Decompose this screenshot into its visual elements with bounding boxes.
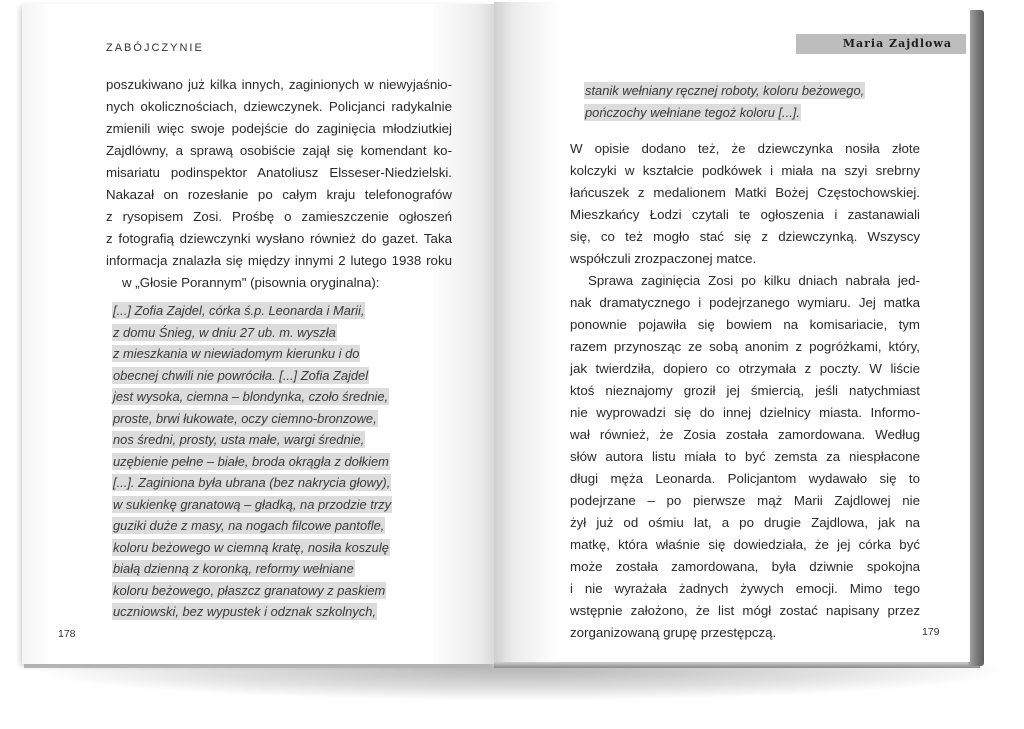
highlighted-quote-line: białą dzienną z koronką, reformy wełniane xyxy=(113,561,354,576)
text-line: zorganizowaną grupę przestępczą. xyxy=(570,625,777,640)
text-line: zmienili więc swoje podejście do zaginięcia młodziutkiej xyxy=(106,121,452,136)
right-page-number: 179 xyxy=(922,626,940,638)
highlighted-quote-line: uczniowski, bez wypustek i odznak szkolnych, xyxy=(113,604,376,619)
text-line: z rysopisem Zosi. Prośbę o zamieszczenie ogłoszeń xyxy=(106,209,452,224)
highlighted-quote-line: stanik wełniany ręcznej roboty, koloru beżowego, xyxy=(585,83,865,98)
text-line: kolczyki w kształcie podkówek i miała na szyi srebrny xyxy=(570,163,920,178)
text-line: ponownie pojawiła się bowiem na komisariacie, tym xyxy=(570,317,920,332)
text-line: Sprawa zaginięcia Zosi po kilku dniach nabrała jed- xyxy=(588,273,920,288)
text-line: nak dramatycznego i podejrzanego wymiaru. Jej matka xyxy=(570,295,920,310)
text-line: Mieszkańcy Łodzi czytali te ogłoszenia i zastanawiali xyxy=(570,207,920,222)
text-line: w „Głosie Porannym" (pisownia oryginalna): xyxy=(122,275,380,290)
text-line: razem przynosząc ze sobą anonim z pogróżkami, który, xyxy=(570,339,920,354)
text-line: informacja znalazła się między innymi 2 lutego 1938 roku xyxy=(106,253,452,268)
text-line: Nakazał on rozesłanie po całym kraju telefonografów xyxy=(106,187,452,202)
page-edge-right xyxy=(968,10,984,666)
highlighted-quote-line: z mieszkania w niewiadomym kierunku i do xyxy=(113,346,360,361)
text-line: łańcuszek z medalionem Matki Bożej Częstochowskiej. xyxy=(570,185,920,200)
text-line: nych okolicznościach, dziewczynek. Policjanci radykalnie xyxy=(106,99,452,114)
text-line: słów autora listu miała to być zemsta za niespłacone xyxy=(570,449,920,464)
highlighted-quote-line: koloru beżowego w ciemną kratę, nosiła koszulę xyxy=(113,539,389,555)
page-edge-bottom-right xyxy=(494,662,980,668)
text-line: Zajdlówny, a sprawą osobiście zajął się komendant ko- xyxy=(106,143,452,158)
highlighted-quote-line: guziki duże z masy, na nogach filcowe pantofle, xyxy=(113,518,385,533)
highlighted-quote-line: [...]. Zaginiona była ubrana (bez nakrycia głowy), xyxy=(113,475,391,490)
text-line: ktoś nieznajomy groził jej śmiercią, jeśli natychmiast xyxy=(570,383,920,398)
text-line: żył już od ośmiu lat, a po drugie Zajdlowa, jak na xyxy=(570,515,920,530)
right-page xyxy=(494,2,970,662)
left-body-text xyxy=(106,74,452,294)
highlighted-quote-line: z domu Śnieg, w dniu 27 ub. m. wyszła xyxy=(113,324,336,340)
left-page-number: 178 xyxy=(58,628,76,640)
left-quote-block xyxy=(112,300,412,623)
text-line: i nie wyrażała żadnych żywych emocji. Mimo tego xyxy=(570,581,920,596)
right-quote-block xyxy=(584,80,904,123)
left-page xyxy=(22,4,494,664)
highlighted-quote-line: obecnej chwili nie powróciła. [...] Zofia Zajdel xyxy=(113,367,369,383)
text-line: z fotografią dziewczynki wysłano również do gazet. Taka xyxy=(106,231,452,246)
text-line: nie wyprowadzi się do innej dzielnicy miasta. Informo- xyxy=(570,405,920,420)
right-body-text xyxy=(570,138,920,644)
text-line: poszukiwano już kilka innych, zaginionych w niewyjaśnio- xyxy=(106,77,452,92)
text-line: jak twierdziła, dopiero co otrzymała z poczty. W liście xyxy=(570,361,920,376)
highlighted-quote-line: proste, brwi łukowate, oczy ciemno-bronzowe, xyxy=(113,410,377,426)
text-line: matkę, która właśnie się dowiedziała, że jej córka być xyxy=(570,537,920,552)
highlighted-quote-line: jest wysoka, ciemna – blondynka, czoło średnie, xyxy=(113,389,389,404)
highlighted-quote-line: uzębienie pełne – białe, broda okrągła z dołkiem xyxy=(113,453,389,469)
text-line: długi męża Leonarda. Policjantom wydawało się to xyxy=(570,471,920,486)
right-running-head: Maria Zajdlowa xyxy=(796,34,966,54)
highlighted-quote-line: nos średni, prosty, usta małe, wargi średnie, xyxy=(113,432,365,447)
highlighted-quote-line: pończochy wełniane tegoż koloru [...]. xyxy=(585,104,800,120)
text-line: podejrzane – po pierwsze mąż Marii Zajdlowej nie xyxy=(570,493,920,508)
text-line: może została zamordowana, była dziwnie spokojna xyxy=(570,559,920,574)
highlighted-quote-line: koloru beżowego, płaszcz granatowy z paskiem xyxy=(113,582,386,598)
text-line: wstępnie założono, że list mógł zostać napisany przez xyxy=(570,603,920,618)
text-line: współczuli zrozpaczonej matce. xyxy=(570,251,757,266)
text-line: się, co też mogło stać się z dziewczynką. Wszyscy xyxy=(570,229,920,244)
text-line: misariatu podinspektor Anatoliusz Elsseser-Niedzielski. xyxy=(106,165,452,180)
highlighted-quote-line: [...] Zofia Zajdel, córka ś.p. Leonarda i Marii, xyxy=(113,303,365,318)
text-line: W opisie dodano też, że dziewczynka nosiła złote xyxy=(570,141,920,156)
highlighted-quote-line: w sukienkę granatową – gładką, na przodzie trzy xyxy=(113,496,392,512)
left-running-head: ZABÓJCZYNIE xyxy=(106,42,204,54)
text-line: wał również, że Zosia została zamordowana. Według xyxy=(570,427,920,442)
